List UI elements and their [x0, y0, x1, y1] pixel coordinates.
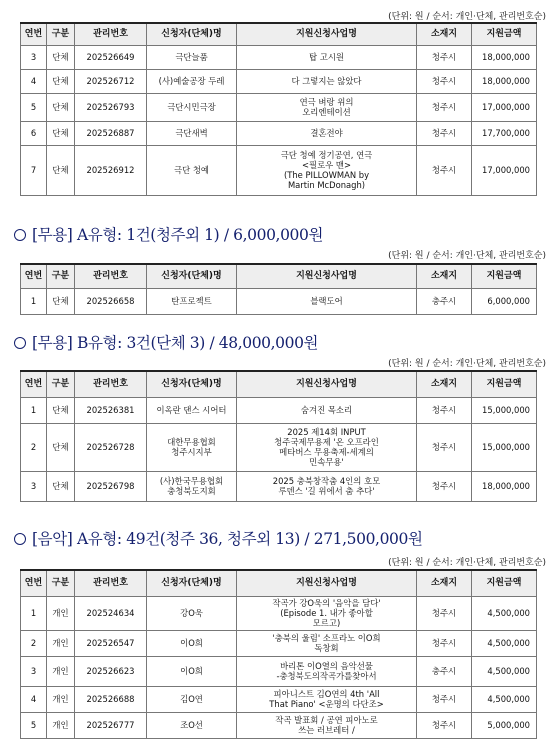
cell-id: 202526887: [75, 121, 147, 145]
cell-project: 다 그렇지는 않았다: [237, 69, 417, 93]
table-row: [21, 471, 537, 501]
cell-amount: 4,500,000: [472, 686, 537, 712]
cell-id: 202526793: [75, 93, 147, 121]
cell-no: 7: [21, 145, 47, 195]
cell-amount: 18,000,000: [472, 69, 537, 93]
cell-applicant: 극단늘품: [147, 45, 237, 69]
cell-applicant: 이O희: [147, 630, 237, 656]
cell-type: 개인: [47, 712, 75, 738]
cell-project: 2025 제14회 INPUT 청주국제무용제 '온 오프라인 메타버스 무용축제-세계의 민속무용': [237, 423, 417, 471]
cell-applicant: 이O희: [147, 656, 237, 686]
cell-project: 2025 충북창작춤 4인의 호모 루덴스 '길 위에서 춤 추다': [237, 471, 417, 501]
cell-region: 충주시: [417, 288, 472, 314]
cell-applicant: 극단새벽: [147, 121, 237, 145]
cell-amount: 17,000,000: [472, 93, 537, 121]
cell-type: 단체: [47, 423, 75, 471]
cell-id: 202526688: [75, 686, 147, 712]
cell-amount: 6,000,000: [472, 288, 537, 314]
table-row: [21, 686, 537, 712]
column-header: 구분: [47, 264, 75, 288]
cell-region: 충주시: [417, 656, 472, 686]
table-row: [21, 423, 537, 471]
cell-no: 1: [21, 397, 47, 423]
column-header: 지원금액: [472, 371, 537, 397]
cell-type: 단체: [47, 471, 75, 501]
cell-applicant: 극단 청예: [147, 145, 237, 195]
cell-id: 202526728: [75, 423, 147, 471]
column-header: 연번: [21, 264, 47, 288]
theater-table: [20, 22, 537, 196]
table-row: [21, 656, 537, 686]
column-header: 지원신청사업명: [237, 264, 417, 288]
cell-applicant: 김O연: [147, 686, 237, 712]
cell-amount: 15,000,000: [472, 397, 537, 423]
circle-bullet-icon: [14, 229, 26, 241]
cell-region: 청주시: [417, 712, 472, 738]
column-header: 지원신청사업명: [237, 23, 417, 45]
cell-id: 202526547: [75, 630, 147, 656]
column-header: 신청자(단체)명: [147, 371, 237, 397]
table-row: [21, 69, 537, 93]
cell-applicant: (사)예술공장 두레: [147, 69, 237, 93]
column-header: 관리번호: [75, 371, 147, 397]
column-header: 관리번호: [75, 23, 147, 45]
column-header: 신청자(단체)명: [147, 570, 237, 596]
cell-type: 개인: [47, 656, 75, 686]
cell-project: 극단 청예 정기공연, 연극 <필로우 맨> (The PILLOWMAN by Martin McDonagh): [237, 145, 417, 195]
cell-amount: 17,700,000: [472, 121, 537, 145]
dance-a-table: [20, 263, 537, 315]
cell-type: 개인: [47, 630, 75, 656]
column-header: 구분: [47, 371, 75, 397]
column-header: 연번: [21, 371, 47, 397]
cell-type: 단체: [47, 121, 75, 145]
cell-type: 단체: [47, 69, 75, 93]
cell-no: 1: [21, 288, 47, 314]
column-header: 지원금액: [472, 23, 537, 45]
cell-type: 단체: [47, 288, 75, 314]
cell-amount: 18,000,000: [472, 471, 537, 501]
cell-region: 청주시: [417, 471, 472, 501]
cell-amount: 17,000,000: [472, 145, 537, 195]
table-row: [21, 630, 537, 656]
cell-region: 청주시: [417, 145, 472, 195]
cell-applicant: 극단시민극장: [147, 93, 237, 121]
cell-id: 202526649: [75, 45, 147, 69]
cell-amount: 4,500,000: [472, 596, 537, 630]
cell-region: 청주시: [417, 45, 472, 69]
column-header: 소재지: [417, 264, 472, 288]
music-a-table: [20, 569, 537, 739]
cell-id: 202524634: [75, 596, 147, 630]
cell-id: 202526798: [75, 471, 147, 501]
column-header: 지원신청사업명: [237, 371, 417, 397]
cell-amount: 5,000,000: [472, 712, 537, 738]
cell-type: 단체: [47, 45, 75, 69]
cell-no: 3: [21, 45, 47, 69]
column-header: 신청자(단체)명: [147, 264, 237, 288]
column-header: 관리번호: [75, 264, 147, 288]
section-heading-dance-b: [무용] B유형: 3건(단체 3) / 48,000,000원: [14, 331, 318, 353]
cell-id: 202526712: [75, 69, 147, 93]
column-header: 지원금액: [472, 264, 537, 288]
column-header: 소재지: [417, 23, 472, 45]
column-header: 구분: [47, 23, 75, 45]
cell-no: 5: [21, 93, 47, 121]
cell-amount: 4,500,000: [472, 630, 537, 656]
cell-region: 청주시: [417, 121, 472, 145]
cell-project: 작곡가 강O욱의 '음악을 담다' (Episode 1. 내가 좋아할 모르고): [237, 596, 417, 630]
cell-region: 청주시: [417, 630, 472, 656]
unit-note: (단위: 원 / 순서: 개인·단체, 관리번호순): [388, 251, 546, 261]
table-row: [21, 596, 537, 630]
cell-no: 6: [21, 121, 47, 145]
table-row: [21, 397, 537, 423]
table-row: [21, 145, 537, 195]
table-row: [21, 45, 537, 69]
cell-applicant: 조O선: [147, 712, 237, 738]
cell-type: 단체: [47, 145, 75, 195]
unit-note: (단위: 원 / 순서: 개인·단체, 관리번호순): [388, 558, 546, 568]
column-header: 소재지: [417, 570, 472, 596]
cell-project: 바리톤 이O열의 음악선물 -충청북도의작곡가를찾아서: [237, 656, 417, 686]
cell-applicant: (사)한국무용협회 충청북도지회: [147, 471, 237, 501]
circle-bullet-icon: [14, 533, 26, 545]
cell-project: 블랙도어: [237, 288, 417, 314]
cell-id: 202526912: [75, 145, 147, 195]
cell-type: 개인: [47, 686, 75, 712]
cell-id: 202526777: [75, 712, 147, 738]
unit-note: (단위: 원 / 순서: 개인·단체, 관리번호순): [388, 359, 546, 369]
cell-project: 탑 고시원: [237, 45, 417, 69]
cell-applicant: 강O욱: [147, 596, 237, 630]
cell-project: 피아니스트 김O연의 4th 'All That Piano' <운명의 다단조>: [237, 686, 417, 712]
cell-region: 청주시: [417, 397, 472, 423]
cell-no: 1: [21, 596, 47, 630]
table-row: [21, 121, 537, 145]
cell-no: 4: [21, 686, 47, 712]
section-heading-dance-a: [무용] A유형: 1건(청주외 1) / 6,000,000원: [14, 223, 323, 245]
cell-id: 202526623: [75, 656, 147, 686]
column-header: 지원금액: [472, 570, 537, 596]
cell-no: 2: [21, 423, 47, 471]
cell-region: 청주시: [417, 93, 472, 121]
column-header: 구분: [47, 570, 75, 596]
cell-applicant: 이옥란 댄스 시어터: [147, 397, 237, 423]
circle-bullet-icon: [14, 337, 26, 349]
cell-project: 작곡 발표회 / 공연 피아노로 쓰는 러브레터 /: [237, 712, 417, 738]
cell-amount: 4,500,000: [472, 656, 537, 686]
cell-id: 202526658: [75, 288, 147, 314]
section-heading-music-a: [음악] A유형: 49건(청주 36, 청주외 13) / 271,500,000원: [14, 527, 423, 549]
cell-type: 단체: [47, 93, 75, 121]
cell-type: 단체: [47, 397, 75, 423]
dance-b-table: [20, 370, 537, 502]
cell-applicant: 대한무용협회 청주시지부: [147, 423, 237, 471]
column-header: 연번: [21, 570, 47, 596]
cell-amount: 18,000,000: [472, 45, 537, 69]
cell-region: 청주시: [417, 423, 472, 471]
cell-project: 연극 벼랑 위의 오리엔테이션: [237, 93, 417, 121]
column-header: 연번: [21, 23, 47, 45]
column-header: 관리번호: [75, 570, 147, 596]
cell-no: 4: [21, 69, 47, 93]
cell-region: 청주시: [417, 596, 472, 630]
cell-no: 2: [21, 630, 47, 656]
cell-amount: 15,000,000: [472, 423, 537, 471]
unit-note: (단위: 원 / 순서: 개인·단체, 관리번호순): [388, 12, 546, 22]
column-header: 소재지: [417, 371, 472, 397]
cell-applicant: 탄프로젝트: [147, 288, 237, 314]
cell-no: 5: [21, 712, 47, 738]
cell-project: 결혼전야: [237, 121, 417, 145]
column-header: 신청자(단체)명: [147, 23, 237, 45]
cell-region: 청주시: [417, 686, 472, 712]
column-header: 지원신청사업명: [237, 570, 417, 596]
table-row: [21, 93, 537, 121]
cell-region: 청주시: [417, 69, 472, 93]
cell-no: 3: [21, 471, 47, 501]
cell-type: 개인: [47, 596, 75, 630]
cell-id: 202526381: [75, 397, 147, 423]
table-row: [21, 712, 537, 738]
table-row: [21, 288, 537, 314]
cell-no: 3: [21, 656, 47, 686]
cell-project: 숨겨진 목소리: [237, 397, 417, 423]
cell-project: '충북의 울림' 소프라노 이O희 독창회: [237, 630, 417, 656]
